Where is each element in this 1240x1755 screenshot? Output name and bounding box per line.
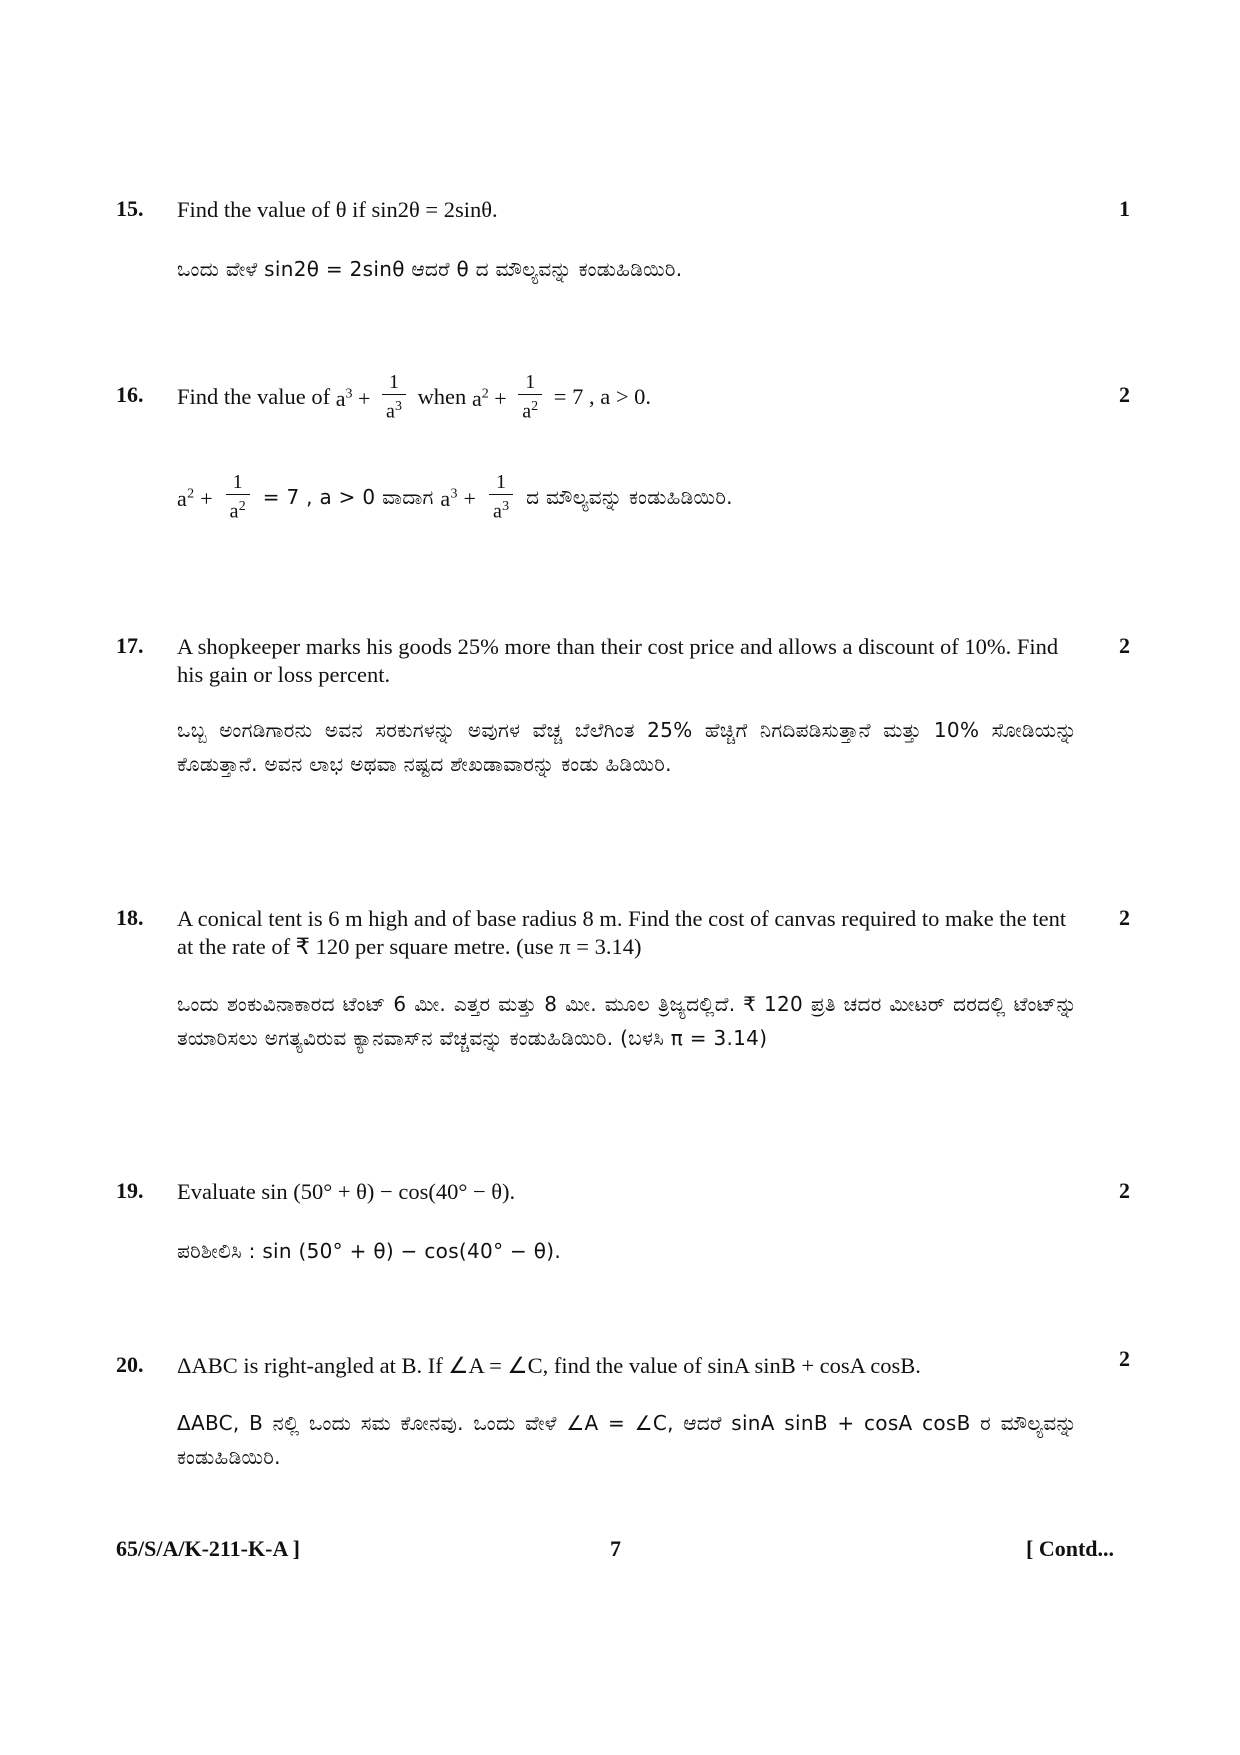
question-number: 15.	[116, 196, 144, 221]
numerator: 1	[518, 370, 542, 395]
text-condition: = 7 , a > 0.	[553, 383, 652, 409]
fraction-one-over-a-squared	[518, 370, 542, 424]
question-text-kannada: ಒಂದು ಶಂಕುವಿನಾಕಾರದ ಟೆಂಟ್ 6 ಮೀ. ಎತ್ತರ ಮತ್ತು 8 ಮೀ. ಮೂಲ ತ್ರಿಜ್ಯದಲ್ಲಿದೆ. ₹ 120 ಪ್ರತಿ ಚದರ ಮೀಟರ್ ದರದಲ್ಲಿ ಟೆಂಟ್‌ನ್ನು ತಯಾರಿಸಲು ಅಗತ್ಯವಿರುವ ಕ್ಯಾನವಾಸ್‌ನ ವೆಚ್ಚವನ್ನು ಕಂಡುಹಿಡಿಯಿರಿ. (ಬಳಸಿ π = 3.14)	[177, 992, 1077, 1050]
question-text-english: A shopkeeper marks his goods 25% more than their cost price and allows a discount of 10%. Find his gain or loss percent.	[177, 634, 1059, 687]
text-when: when	[417, 383, 467, 409]
question-text-kannada: ಪರಿಶೀಲಿಸಿ : sin (50° + θ) − cos(40° − θ).	[177, 1239, 562, 1263]
continued-label: [ Contd...	[1026, 1536, 1115, 1561]
question-text-english: Evaluate sin (50° + θ) − cos(40° − θ).	[177, 1179, 516, 1204]
fraction-one-over-a-cubed	[489, 470, 514, 524]
denominator: $a^2$	[522, 399, 539, 423]
expression-a-cubed: $a^3$ +	[440, 485, 477, 511]
question-number: 19.	[116, 1178, 144, 1203]
text-prefix: Find the value of	[177, 383, 331, 409]
marks: 2	[1119, 1178, 1130, 1203]
marks: 2	[1119, 905, 1130, 930]
question-text-kannada: ಒಂದು ವೇಳೆ sin2θ = 2sinθ ಆದರೆ θ ದ ಮೌಲ್ಯವನ್ನು ಕಂಡುಹಿಡಿಯಿರಿ.	[177, 257, 683, 281]
expression-a-cubed: $a^3$ +	[335, 385, 371, 411]
question-number: 16.	[116, 382, 144, 407]
paper-code: 65/S/A/K-211-K-A ]	[116, 1536, 300, 1561]
numerator: 1	[226, 470, 251, 495]
question-text-kannada	[177, 470, 1077, 524]
question-number: 17.	[116, 633, 144, 658]
kannada-condition: = 7 , a > 0 ವಾದಾಗ	[262, 484, 434, 509]
marks: 1	[1119, 196, 1130, 221]
fraction-one-over-a-squared	[226, 470, 251, 524]
denominator: $a^2$	[229, 499, 247, 523]
fraction-one-over-a-cubed	[382, 370, 406, 424]
denominator: $a^3$	[386, 399, 402, 423]
question-number: 18.	[116, 905, 144, 930]
marks: 2	[1119, 382, 1130, 407]
question-number: 20.	[116, 1352, 144, 1377]
denominator: $a^3$	[492, 499, 510, 523]
marks: 2	[1119, 633, 1130, 658]
question-text-english	[177, 370, 1077, 424]
question-text-english: Find the value of θ if sin2θ = 2sinθ.	[177, 197, 498, 222]
question-text-english: A conical tent is 6 m high and of base radius 8 m. Find the cost of canvas required to make the tent at the rate of ₹ 120 per square metre. (use π = 3.14)	[177, 906, 1067, 959]
question-text-kannada: ಒಬ್ಬ ಅಂಗಡಿಗಾರನು ಅವನ ಸರಕುಗಳನ್ನು ಅವುಗಳ ವೆಚ್ಚ ಬೆಲೆಗಿಂತ 25% ಹೆಚ್ಚಿಗೆ ನಿಗದಿಪಡಿಸುತ್ತಾನೆ ಮತ್ತು 10% ಸೋಡಿಯನ್ನು ಕೊಡುತ್ತಾನೆ. ಅವನ ಲಾಭ ಅಥವಾ ನಷ್ಟದ ಶೇಖಡಾವಾರನ್ನು ಕಂಡು ಹಿಡಿಯಿರಿ.	[177, 718, 1077, 776]
numerator: 1	[382, 370, 406, 395]
question-text-kannada: ΔABC, B ನಲ್ಲಿ ಒಂದು ಸಮ ಕೋನವು. ಒಂದು ವೇಳೆ ∠A = ∠C, ಆದರೆ sinA sinB + cosA cosB ರ ಮೌಲ್ಯವನ್ನು ಕಂಡುಹಿಡಿಯಿರಿ.	[177, 1411, 1077, 1469]
marks: 2	[1119, 1346, 1130, 1371]
page-number: 7	[610, 1536, 621, 1561]
question-text-english: ΔABC is right-angled at B. If ∠A = ∠C, find the value of sinA sinB + cosA cosB.	[177, 1353, 921, 1378]
numerator: 1	[489, 470, 514, 495]
expression-a-squared: $a^2$ +	[177, 485, 213, 511]
kannada-suffix: ದ ಮೌಲ್ಯವನ್ನು ಕಂಡುಹಿಡಿಯಿರಿ.	[526, 484, 733, 509]
expression-a-squared: $a^2$ +	[471, 385, 507, 411]
